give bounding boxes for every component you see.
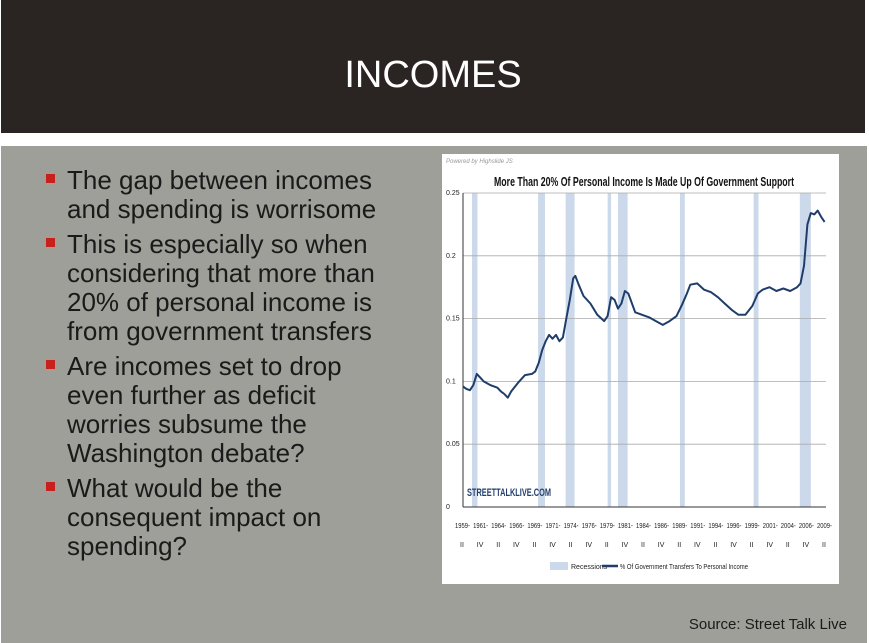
y-tick-label: 0.15	[446, 315, 460, 323]
bullet-text: This is especially so when considering that more than 20% of personal income is from government transfers	[67, 229, 375, 346]
series-line	[463, 211, 825, 398]
bullet-item	[45, 474, 405, 561]
x-tick-label: 1989-	[672, 523, 688, 530]
x-tick-quarter: II	[604, 542, 609, 549]
chart-watermark: STREETTALKLIVE.COM	[467, 487, 551, 499]
bullet-item	[45, 230, 405, 346]
x-tick-quarter: IV	[621, 542, 629, 549]
x-tick-label: 2001-	[762, 523, 779, 530]
chart-title: More Than 20% Of Personal Income Is Made Up Of Government Support	[494, 175, 795, 189]
x-tick-quarter: II	[785, 542, 790, 549]
legend-recession-label: Recessions	[571, 564, 608, 571]
x-tick-label: 1959-	[455, 523, 471, 530]
x-tick-label: 1996-	[726, 523, 743, 530]
x-tick-label: 1991-	[690, 523, 706, 530]
x-tick-label: 1974-	[563, 523, 580, 530]
x-tick-quarter: II	[641, 542, 645, 549]
recession-band	[566, 193, 575, 507]
x-tick-quarter: IV	[802, 542, 810, 549]
square-bullet-icon	[46, 174, 55, 183]
x-tick-quarter: II	[749, 542, 754, 549]
x-tick-quarter: IV	[585, 542, 593, 549]
line-chart	[442, 154, 839, 584]
x-tick-quarter: II	[460, 542, 464, 549]
x-tick-label: 2006-	[798, 523, 815, 530]
square-bullet-icon	[46, 482, 55, 491]
slide-content	[1, 146, 867, 643]
x-tick-label: 2004-	[780, 523, 797, 530]
y-tick-label: 0.2	[446, 252, 456, 260]
bullet-item	[45, 352, 405, 468]
x-tick-quarter: II	[496, 542, 501, 549]
x-tick-quarter: IV	[512, 542, 520, 549]
recession-band	[618, 193, 628, 507]
recession-band	[754, 193, 759, 507]
square-bullet-icon	[46, 238, 55, 247]
bullet-list	[45, 166, 405, 567]
recession-band	[472, 193, 478, 507]
x-tick-label: 1979-	[599, 523, 616, 530]
y-tick-label: 0.05	[446, 441, 460, 449]
x-tick-quarter: II	[568, 542, 573, 549]
bullet-item	[45, 166, 405, 224]
x-tick-label: 1976-	[581, 523, 598, 530]
x-tick-quarter: II	[713, 542, 718, 549]
x-tick-label: 1994-	[708, 523, 724, 530]
chart-image	[442, 154, 839, 584]
x-tick-quarter: IV	[657, 542, 665, 549]
page-title: INCOMES	[344, 54, 522, 96]
y-tick-label: 0.25	[446, 190, 460, 197]
x-tick-quarter: IV	[730, 542, 737, 549]
legend-series-label: % Of Government Transfers To Personal Income	[620, 564, 749, 571]
chart-credit: Powered by Highslide JS	[446, 159, 513, 165]
x-tick-quarter: II	[532, 542, 537, 549]
legend-recession-swatch	[550, 562, 568, 570]
bullet-text: What would be the consequent impact on spending?	[67, 473, 322, 561]
bullet-text: Are incomes set to drop even further as deficit worries subsume the Washington debate?	[67, 351, 342, 468]
x-tick-label: 1984-	[636, 523, 652, 530]
x-tick-label: 1999-	[744, 523, 761, 530]
title-bar	[1, 0, 865, 133]
x-tick-label: 1966-	[509, 523, 525, 530]
x-tick-label: 1964-	[491, 523, 507, 530]
x-tick-quarter: IV	[476, 542, 484, 549]
y-tick-label: 0	[446, 504, 450, 511]
x-tick-quarter: IV	[693, 542, 701, 549]
y-tick-label: 0.1	[446, 378, 456, 386]
bullet-text: The gap between incomes and spending is worrisome	[67, 165, 377, 224]
x-tick-label: 1971-	[545, 523, 562, 530]
x-tick-label: 2009-	[817, 523, 833, 530]
x-tick-quarter: IV	[766, 542, 774, 549]
x-tick-label: 1961-	[473, 523, 489, 530]
recession-band	[608, 193, 611, 507]
source-caption: Source: Street Talk Live	[688, 616, 847, 633]
square-bullet-icon	[46, 360, 55, 369]
x-tick-label: 1981-	[617, 523, 634, 530]
x-tick-quarter: IV	[549, 542, 556, 549]
x-tick-label: 1986-	[654, 523, 670, 530]
x-tick-quarter: II	[822, 542, 826, 549]
x-tick-quarter: II	[677, 542, 682, 549]
recession-band	[680, 193, 685, 507]
x-tick-label: 1969-	[527, 523, 543, 530]
